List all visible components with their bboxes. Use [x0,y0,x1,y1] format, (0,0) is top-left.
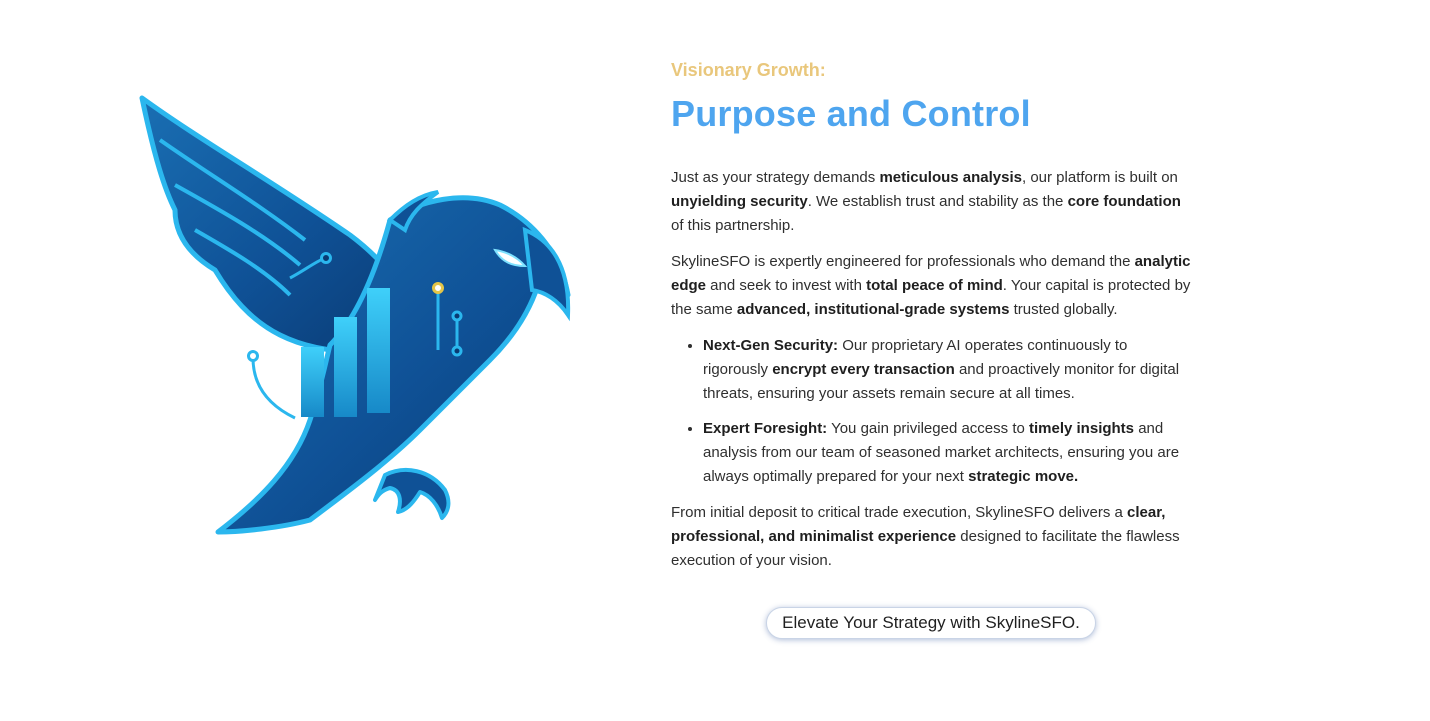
content-section [671,58,1191,639]
list-item: • Expert Foresight: You gain privileged access to timely insights and analysis from our team of seasoned market architects, ensuring you are always optimally prepared for your next strategic move. [703,417,1191,489]
engineered-paragraph: SkylineSFO is expertly engineered for professionals who demand the analytic edge and seek to invest with total peace of mind. Your capital is protected by the same advanced, institutional-grade systems trusted globally. [671,253,1191,318]
feature-list [671,334,1191,489]
growth-bar [334,317,357,417]
list-item: • Next-Gen Security: Our proprietary AI operates continuously to rigorously encrypt every transaction and proactively monitor for digital threats, ensuring your assets remain secure at all times. [703,334,1191,406]
growth-bar [367,288,390,413]
closing-paragraph: From initial deposit to critical trade execution, SkylineSFO delivers a clear, professional, and minimalist experience designed to facilitate the flawless execution of your vision. [671,504,1180,569]
intro-paragraph: Just as your strategy demands meticulous analysis, our platform is built on unyielding security. We establish trust and stability as the core foundation of this partnership. [671,169,1181,234]
eagle-talons [375,470,448,518]
cta-container [671,607,1191,639]
eyebrow-text: Visionary Growth: [671,60,826,80]
growth-bar [301,347,324,417]
eagle-growth-chart-icon [120,80,590,550]
page-title: Purpose and Control [671,93,1031,134]
elevate-strategy-button[interactable]: Elevate Your Strategy with SkylineSFO. [766,607,1096,639]
